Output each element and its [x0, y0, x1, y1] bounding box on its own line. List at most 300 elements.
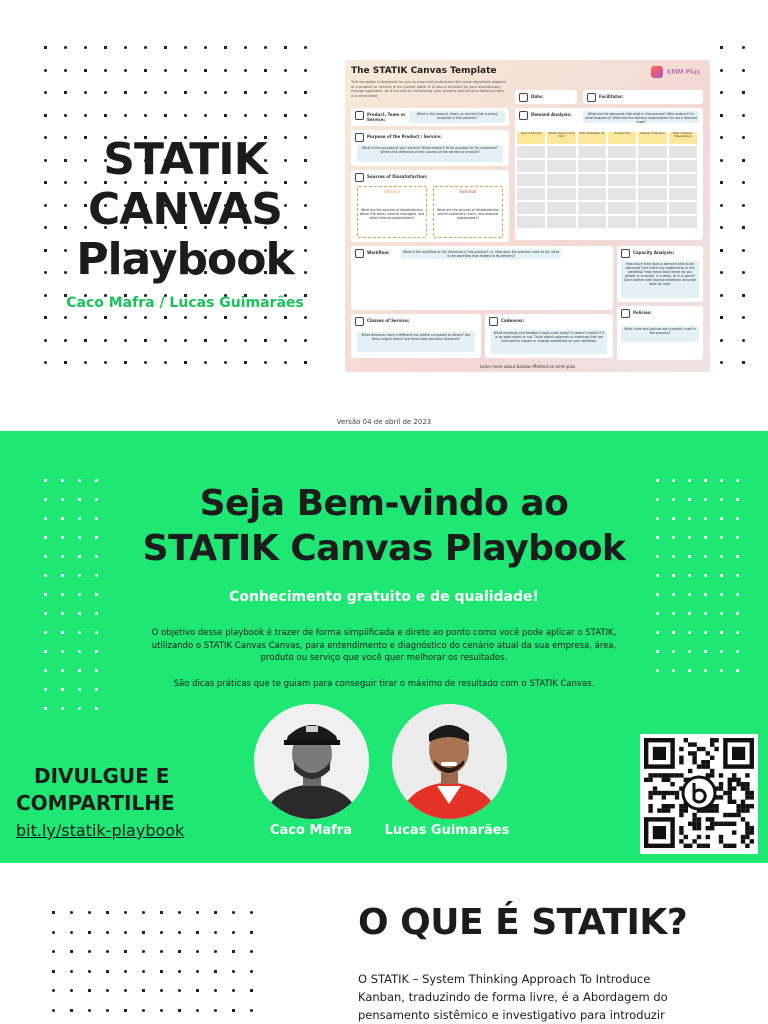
decorative-dot	[78, 612, 81, 615]
decorative-dot	[244, 91, 247, 94]
decorative-dot	[736, 669, 739, 672]
capacity-prompt: How much time does a demand take to be delivered? Are there any bottlenecks in the workflow? How many work items do you deliver in a month, in a week, or in a sprint? Don't bother with having extremely accurate data for now!	[621, 261, 699, 298]
decorative-dot	[95, 669, 98, 672]
qr-module	[675, 791, 679, 795]
decorative-dot	[736, 650, 739, 653]
qr-module	[728, 778, 732, 782]
qr-module	[710, 769, 714, 773]
qr-module	[684, 835, 688, 839]
qr-module	[697, 764, 701, 768]
qr-module	[732, 786, 736, 790]
qr-module	[684, 844, 688, 848]
decorative-dot	[88, 950, 91, 953]
decorative-dot	[164, 316, 167, 319]
demand-table-header: Who sends/asks it?	[578, 132, 606, 144]
internal-area	[357, 186, 427, 238]
demand-table-cell	[669, 146, 697, 158]
decorative-dot	[250, 1009, 253, 1012]
decorative-dot	[656, 612, 659, 615]
decorative-dot	[61, 574, 64, 577]
qr-module	[653, 747, 666, 760]
qr-module	[648, 791, 652, 795]
classes-label: Classes of Service:	[367, 318, 410, 323]
qr-module	[701, 747, 705, 751]
qr-module	[666, 808, 670, 812]
qr-module	[728, 822, 732, 826]
qr-module	[728, 800, 732, 804]
qr-module	[741, 808, 745, 812]
decorative-dot	[52, 1009, 55, 1012]
qr-module	[653, 791, 657, 795]
decorative-dot	[124, 911, 127, 914]
decorative-dot	[44, 181, 47, 184]
qr-module	[723, 822, 727, 826]
decorative-dot	[224, 339, 227, 342]
decorative-dot	[742, 159, 745, 162]
demand-table-cell	[578, 146, 606, 158]
decorative-dot	[742, 91, 745, 94]
demand-table-cell	[669, 188, 697, 200]
decorative-dot	[44, 271, 47, 274]
qr-module	[670, 791, 674, 795]
decorative-dot	[720, 181, 723, 184]
decorative-dot	[88, 970, 91, 973]
qr-module	[666, 791, 670, 795]
qr-module	[745, 808, 749, 812]
dissatisfaction-label: Sources of Dissatisfaction:	[367, 174, 428, 179]
qr-module	[653, 786, 657, 790]
decorative-dot	[106, 911, 109, 914]
demand-table-cell	[638, 160, 666, 172]
decorative-dot	[264, 114, 267, 117]
qr-module	[679, 808, 683, 812]
qr-module	[732, 830, 736, 834]
decorative-dot	[142, 970, 145, 973]
welcome-heading-line: Seja Bem-vindo ao	[199, 483, 569, 524]
qr-module	[701, 760, 705, 764]
decorative-dot	[688, 574, 691, 577]
decorative-dot	[124, 69, 127, 72]
decorative-dot	[224, 46, 227, 49]
decorative-dot	[78, 669, 81, 672]
decorative-dot	[736, 612, 739, 615]
cadences-label: Cadences:	[501, 318, 525, 323]
decorative-dot	[64, 69, 67, 72]
kmm-plus-logo	[651, 66, 700, 78]
qr-module	[692, 839, 696, 843]
qr-module	[745, 786, 749, 790]
decorative-dot	[178, 1009, 181, 1012]
decorative-dot	[124, 970, 127, 973]
decorative-dot	[184, 316, 187, 319]
decorative-dot	[688, 650, 691, 653]
decorative-dot	[70, 950, 73, 953]
cover-authors: Caco Mafra / Lucas Guimarães	[66, 295, 304, 311]
decorative-dot	[44, 294, 47, 297]
decorative-dot	[178, 931, 181, 934]
decorative-dot	[178, 911, 181, 914]
decorative-dot	[742, 136, 745, 139]
qr-module	[688, 822, 692, 826]
qr-module	[666, 804, 670, 808]
qr-module	[688, 742, 692, 746]
internal-prompt: What are the sources of dissatisfaction within the team, internal managers, and other internal stakeholders?	[359, 208, 425, 220]
decorative-dot	[61, 612, 64, 615]
decorative-dot	[142, 931, 145, 934]
qr-module	[741, 839, 745, 843]
share-callout-line: DIVULGUE E	[34, 764, 170, 788]
demand-table-cell	[608, 160, 636, 172]
qr-module	[736, 808, 740, 812]
decorative-dot	[656, 574, 659, 577]
decorative-dot	[61, 650, 64, 653]
qr-module	[675, 773, 679, 777]
decorative-dot	[106, 931, 109, 934]
qr-module	[719, 795, 723, 799]
qr-module	[750, 791, 754, 795]
purpose-box	[351, 130, 509, 166]
qr-module	[697, 844, 701, 848]
qr-module	[745, 795, 749, 799]
decorative-dot	[44, 707, 47, 710]
qr-module	[706, 826, 710, 830]
decorative-dot	[214, 989, 217, 992]
decorative-dot	[742, 294, 745, 297]
qr-module	[732, 813, 736, 817]
qr-module	[697, 817, 701, 821]
qr-module	[653, 826, 666, 839]
qr-module	[745, 804, 749, 808]
decorative-dot	[84, 339, 87, 342]
share-link[interactable]: bit.ly/statik-playbook	[16, 821, 185, 840]
decorative-dot	[196, 989, 199, 992]
decorative-dot	[264, 361, 267, 364]
demand-table-cell	[638, 216, 666, 228]
section-heading: O QUE É STATIK?	[358, 902, 688, 943]
internal-label: Internal	[384, 189, 400, 194]
qr-module	[706, 773, 710, 777]
qr-module	[662, 795, 666, 799]
document-icon	[621, 309, 630, 318]
heart-icon	[355, 133, 364, 142]
workflow-box	[351, 246, 613, 310]
decorative-dot	[720, 249, 723, 252]
decorative-dot	[44, 361, 47, 364]
decorative-dot	[184, 339, 187, 342]
demand-table-cell	[638, 174, 666, 186]
qr-module	[648, 778, 652, 782]
welcome-heading-line: STATIK Canvas Playbook	[142, 528, 626, 569]
decorative-dot	[70, 911, 73, 914]
qr-module	[706, 808, 710, 812]
decorative-dot	[742, 46, 745, 49]
qr-module	[684, 808, 688, 812]
qr-module	[679, 773, 683, 777]
qr-module	[648, 773, 652, 777]
qr-module	[697, 835, 701, 839]
qr-module	[662, 773, 666, 777]
statik-canvas-template-preview	[345, 60, 710, 372]
decorative-dot	[284, 339, 287, 342]
share-callout	[16, 763, 175, 817]
decorative-dot	[720, 271, 723, 274]
decorative-dot	[160, 950, 163, 953]
decorative-dot	[720, 114, 723, 117]
decorative-dot	[184, 91, 187, 94]
decorative-dot	[656, 650, 659, 653]
person-icon	[587, 93, 596, 102]
qr-module	[736, 804, 740, 808]
demand-table-cell	[638, 146, 666, 158]
demand-table-cell	[669, 174, 697, 186]
decorative-dot	[64, 361, 67, 364]
decorative-dot	[44, 69, 47, 72]
decorative-dot	[688, 669, 691, 672]
decorative-dot	[704, 631, 707, 634]
decorative-dot	[284, 316, 287, 319]
demand-table-cell	[669, 160, 697, 172]
decorative-dot	[164, 69, 167, 72]
qr-module	[679, 826, 683, 830]
qr-code[interactable]	[640, 734, 758, 854]
decorative-dot	[720, 226, 723, 229]
decorative-dot	[250, 911, 253, 914]
decorative-dot	[688, 631, 691, 634]
decorative-dot	[142, 1009, 145, 1012]
qr-module	[741, 804, 745, 808]
decorative-dot	[95, 574, 98, 577]
qr-module	[714, 804, 718, 808]
decorative-dot	[44, 159, 47, 162]
product-prompt: What is the product, team, or service that is being analyzed in this process?	[409, 111, 505, 123]
decorative-dot	[104, 69, 107, 72]
qr-module	[644, 778, 648, 782]
decorative-dot	[144, 46, 147, 49]
decorative-dot	[224, 91, 227, 94]
decorative-dot	[95, 707, 98, 710]
decorative-dot	[224, 114, 227, 117]
kmm-logo-icon	[651, 66, 663, 78]
demand-table-cell	[578, 216, 606, 228]
qr-module	[697, 826, 701, 830]
qr-module	[710, 822, 714, 826]
warning-icon	[355, 173, 364, 182]
decorative-dot	[144, 339, 147, 342]
decorative-dot	[720, 204, 723, 207]
qr-module	[692, 822, 696, 826]
qr-module	[648, 808, 652, 812]
classes-of-service-box	[351, 314, 481, 358]
demand-table-cell	[547, 174, 575, 186]
decorative-dot	[104, 46, 107, 49]
decorative-dot	[144, 114, 147, 117]
decorative-dot	[84, 69, 87, 72]
product-box	[351, 108, 509, 126]
team-icon	[355, 111, 364, 120]
demand-prompt: What are the demands that exist in this process? Who orders it? In what frequency? What are the delivery expectations for each demand type?	[583, 111, 699, 123]
qr-module	[750, 795, 754, 799]
decorative-dot	[720, 650, 723, 653]
decorative-dot	[720, 91, 723, 94]
decorative-dot	[672, 669, 675, 672]
qr-module	[666, 773, 670, 777]
qr-module	[662, 791, 666, 795]
kmm-logo-text: KMM Plus	[666, 68, 700, 76]
decorative-dot	[44, 612, 47, 615]
qr-module	[692, 826, 696, 830]
qr-module	[728, 782, 732, 786]
decorative-dot	[64, 339, 67, 342]
decorative-dot	[84, 114, 87, 117]
decorative-dot	[244, 46, 247, 49]
qr-module	[723, 791, 727, 795]
decorative-dot	[124, 91, 127, 94]
decorative-dot	[196, 950, 199, 953]
qr-module	[732, 844, 736, 848]
demand-table-cell	[547, 202, 575, 214]
decorative-dot	[264, 69, 267, 72]
workflow-icon	[355, 249, 364, 258]
qr-module	[745, 822, 749, 826]
qr-module	[679, 747, 683, 751]
qr-module	[750, 804, 754, 808]
decorative-dot	[160, 1009, 163, 1012]
qr-module	[719, 773, 723, 777]
qr-module	[745, 791, 749, 795]
date-label: Date:	[531, 94, 544, 99]
qr-module	[745, 830, 749, 834]
decorative-dot	[720, 669, 723, 672]
decorative-dot	[214, 931, 217, 934]
demand-table-cell	[669, 202, 697, 214]
decorative-dot	[164, 339, 167, 342]
demand-table-cell	[517, 188, 545, 200]
qr-module	[679, 760, 683, 764]
qr-module	[679, 813, 683, 817]
welcome-tagline: Conhecimento gratuito e de qualidade!	[229, 589, 539, 605]
decorative-dot	[250, 970, 253, 973]
qr-module	[745, 844, 749, 848]
qr-module	[741, 835, 745, 839]
decorative-dot	[52, 970, 55, 973]
decorative-dot	[44, 688, 47, 691]
demand-table-header: Best / Delivery Expectations	[669, 132, 697, 144]
decorative-dot	[124, 931, 127, 934]
decorative-dot	[656, 631, 659, 634]
decorative-dot	[44, 339, 47, 342]
qr-module	[692, 751, 696, 755]
qr-module	[741, 817, 745, 821]
qr-module	[745, 835, 749, 839]
decorative-dot	[704, 612, 707, 615]
decorative-dot	[70, 1009, 73, 1012]
decorative-dot	[104, 361, 107, 364]
demand-table-header: Entry/Arrive	[608, 132, 636, 144]
qr-module	[719, 786, 723, 790]
qr-module	[736, 778, 740, 782]
dissatisfaction-box	[351, 170, 509, 242]
qr-module	[706, 764, 710, 768]
cover-title-line: CANVAS	[88, 184, 282, 235]
qr-module	[736, 813, 740, 817]
welcome-paragraph: São dicas práticas que te guiam para conseguir tirar o máximo de resultado com o STATIK Canvas.	[173, 679, 595, 689]
decorative-dot	[184, 46, 187, 49]
qr-module	[728, 791, 732, 795]
decorative-dot	[224, 316, 227, 319]
decorative-dot	[736, 574, 739, 577]
decorative-dot	[196, 931, 199, 934]
qr-module	[662, 778, 666, 782]
qr-module	[750, 826, 754, 830]
decorative-dot	[88, 911, 91, 914]
welcome-heading	[0, 481, 768, 571]
decorative-dot	[720, 361, 723, 364]
qr-module	[741, 786, 745, 790]
decorative-dot	[144, 91, 147, 94]
qr-module	[741, 782, 745, 786]
decorative-dot	[95, 631, 98, 634]
qr-module	[719, 839, 723, 843]
qr-module	[723, 844, 727, 848]
qr-module	[714, 738, 718, 742]
demand-table-cell	[608, 188, 636, 200]
demand-table-cell	[638, 188, 666, 200]
qr-module	[719, 822, 723, 826]
qr-module	[653, 773, 657, 777]
qr-module	[692, 813, 696, 817]
person-name-lucas: Lucas Guimarães	[384, 823, 510, 838]
decorative-dot	[144, 69, 147, 72]
decorative-dot	[284, 69, 287, 72]
decorative-dot	[61, 688, 64, 691]
decorative-dot	[44, 316, 47, 319]
decorative-dot	[196, 970, 199, 973]
decorative-dot	[88, 1009, 91, 1012]
demand-table	[517, 132, 697, 250]
demand-table-cell	[547, 188, 575, 200]
qr-module	[684, 738, 688, 742]
qr-module	[714, 808, 718, 812]
decorative-dot	[264, 316, 267, 319]
workflow-label: Workflow:	[367, 250, 390, 255]
decorative-dot	[720, 69, 723, 72]
decorative-dot	[736, 631, 739, 634]
decorative-dot	[44, 91, 47, 94]
decorative-dot	[44, 114, 47, 117]
qr-center-logo	[683, 777, 715, 809]
demand-table-cell	[578, 174, 606, 186]
demand-table-header: Type of Demand	[517, 132, 545, 144]
decorative-dot	[704, 669, 707, 672]
decorative-dot	[304, 114, 307, 117]
avatar-lucas-guimaraes	[392, 704, 507, 819]
decorative-dot	[656, 669, 659, 672]
external-prompt: What are the sources of dissatisfaction within customers, users, and external stakeholders?	[436, 208, 500, 220]
decorative-dot	[720, 631, 723, 634]
demand-label: Demand Analysis:	[531, 112, 572, 117]
decorative-dot	[232, 931, 235, 934]
qr-module	[706, 835, 710, 839]
decorative-dot	[52, 911, 55, 914]
policies-label: Policies:	[633, 310, 652, 315]
decorative-dot	[144, 316, 147, 319]
qr-module	[692, 760, 696, 764]
qr-module	[736, 782, 740, 786]
qr-module	[745, 826, 749, 830]
canvas-title: The STATIK Canvas Template	[351, 66, 497, 76]
qr-module	[732, 778, 736, 782]
decorative-dot	[44, 204, 47, 207]
